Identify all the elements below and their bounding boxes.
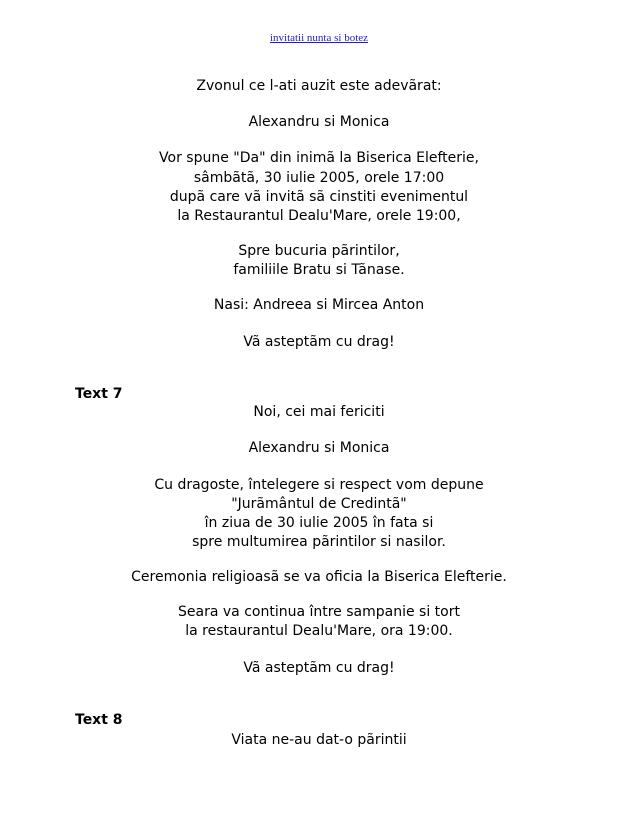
invitation-line: "Jurãmântul de Credintã" xyxy=(231,496,407,512)
invitation-line: Spre bucuria pãrintilor, xyxy=(238,243,400,259)
closing-line: Vã asteptãm cu drag! xyxy=(243,660,395,676)
invitation-line: la restaurantul Dealu'Mare, ora 19:00. xyxy=(185,623,453,639)
invitation-line: la Restaurantul Dealu'Mare, orele 19:00, xyxy=(177,208,461,224)
couple-names: Alexandru si Monica xyxy=(248,114,390,130)
invitation-line: familiile Bratu si Tãnase. xyxy=(233,262,405,278)
invitation-line: spre multumirea pãrintilor si nasilor. xyxy=(192,534,446,550)
invitation-line: în ziua de 30 iulie 2005 în fata si xyxy=(204,515,434,531)
invitation-line: Seara va continua între sampanie si tort xyxy=(178,604,460,620)
invitation-line: Viata ne-au dat-o pãrintii xyxy=(231,732,407,748)
couple-names: Alexandru si Monica xyxy=(248,440,390,456)
ceremony-line: Ceremonia religioasã se va oficia la Biserica Elefterie. xyxy=(131,569,507,585)
invitation-line: Cu dragoste, întelegere si respect vom depune xyxy=(154,477,484,493)
section-label-text-8: Text 8 xyxy=(75,712,123,728)
closing-line: Vã asteptãm cu drag! xyxy=(243,334,395,350)
section-label-text-7: Text 7 xyxy=(75,386,123,402)
header-link[interactable]: invitatii nunta si botez xyxy=(269,32,369,44)
invitation-line: Zvonul ce l-ati auzit este adevãrat: xyxy=(196,78,442,94)
invitation-line: Vor spune "Da" din inimã la Biserica Elefterie, xyxy=(159,150,479,166)
invitation-line: dupã care vã invitã sã cinstiti evenimentul xyxy=(169,189,469,205)
invitation-line: sâmbãtã, 30 iulie 2005, orele 17:00 xyxy=(193,170,445,186)
invitation-line: Noi, cei mai fericiti xyxy=(253,404,385,420)
godparents-line: Nasi: Andreea si Mircea Anton xyxy=(213,297,425,313)
